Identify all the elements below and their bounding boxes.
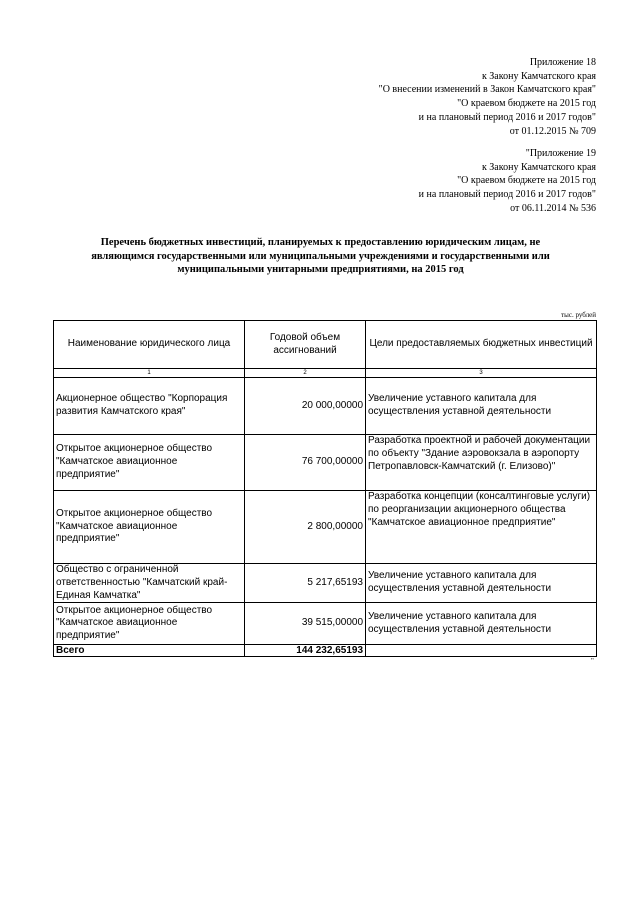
column-number: 2 xyxy=(245,369,366,378)
header-block-2 xyxy=(419,147,596,216)
table-header-row xyxy=(54,321,597,369)
header-line: "О внесении изменений в Закон Камчатского края" xyxy=(378,84,596,96)
table-row xyxy=(54,603,597,645)
header-line: от 01.12.2015 № 709 xyxy=(509,125,596,137)
header-line: и на плановый период 2016 и 2017 годов" xyxy=(418,111,596,123)
column-number: 1 xyxy=(54,369,245,378)
column-number: 3 xyxy=(366,369,597,378)
table-row xyxy=(54,435,597,491)
header-line: к Закону Камчатского края xyxy=(481,161,596,173)
document-title: Перечень бюджетных инвестиций, планируемых к предоставлению юридическим лицам, не являющимся государственными или муниципальными учреждениями и государственными или муниципальными унитарными предприятиями, на 2015 год xyxy=(91,237,550,276)
entity-name-cell: Акционерное общество "Корпорация развития Камчатского края" xyxy=(54,378,245,435)
column-number-row xyxy=(54,369,597,378)
header-line: от 06.11.2014 № 536 xyxy=(510,202,596,214)
amount-cell: 5 217,65193 xyxy=(245,564,366,603)
purpose-cell: Увеличение уставного капитала для осуществления уставной деятельности xyxy=(366,378,597,435)
entity-name-cell: Открытое акционерное общество "Камчатское авиационное предприятие" xyxy=(54,491,245,564)
entity-name-cell: Открытое акционерное общество "Камчатское авиационное предприятие" xyxy=(54,603,245,645)
purpose-cell: Разработка концепции (консалтинговые услуги) по реорганизации акционерного общества "Камчатское авиационное предприятие" xyxy=(366,491,597,564)
total-empty-cell xyxy=(366,645,597,657)
amount-cell: 20 000,00000 xyxy=(245,378,366,435)
entity-name-cell: Общество с ограниченной ответственностью "Камчатский край-Единая Камчатка" xyxy=(54,564,245,603)
units-label: тыс. рублей xyxy=(561,311,596,319)
total-amount: 144 232,65193 xyxy=(245,645,366,657)
header-line: к Закону Камчатского края xyxy=(481,70,596,82)
table-row xyxy=(54,564,597,603)
table-row xyxy=(54,378,597,435)
header-line: "О краевом бюджете на 2015 год xyxy=(457,175,596,187)
header-line: и на плановый период 2016 и 2017 годов" xyxy=(418,189,596,201)
header-block-1 xyxy=(379,56,596,138)
header-line: "Приложение 19 xyxy=(525,148,596,159)
column-header-name: Наименование юридического лица xyxy=(54,321,245,369)
amount-cell: 39 515,00000 xyxy=(245,603,366,645)
header-line: "О краевом бюджете на 2015 год xyxy=(457,98,596,110)
amount-cell: 76 700,00000 xyxy=(245,435,366,491)
amount-cell: 2 800,00000 xyxy=(245,491,366,564)
purpose-cell: Разработка проектной и рабочей документации по объекту "Здание аэровокзала в аэропорту Петропавловск-Камчатский (г. Елизово)" xyxy=(366,435,597,491)
purpose-cell: Увеличение уставного капитала для осуществления уставной деятельности xyxy=(366,603,597,645)
column-header-amount: Годовой объем ассигнований xyxy=(245,321,366,369)
column-header-purpose: Цели предоставляемых бюджетных инвестиций xyxy=(366,321,597,369)
total-label: Всего xyxy=(54,645,245,657)
entity-name-cell: Открытое акционерное общество "Камчатское авиационное предприятие" xyxy=(54,435,245,491)
table-row xyxy=(54,491,597,564)
header-line: Приложение 18 xyxy=(529,57,596,68)
total-row xyxy=(54,645,597,657)
purpose-cell: Увеличение уставного капитала для осуществления уставной деятельности xyxy=(366,564,597,603)
investments-table xyxy=(53,320,597,657)
closing-quote-mark: " xyxy=(591,657,594,665)
